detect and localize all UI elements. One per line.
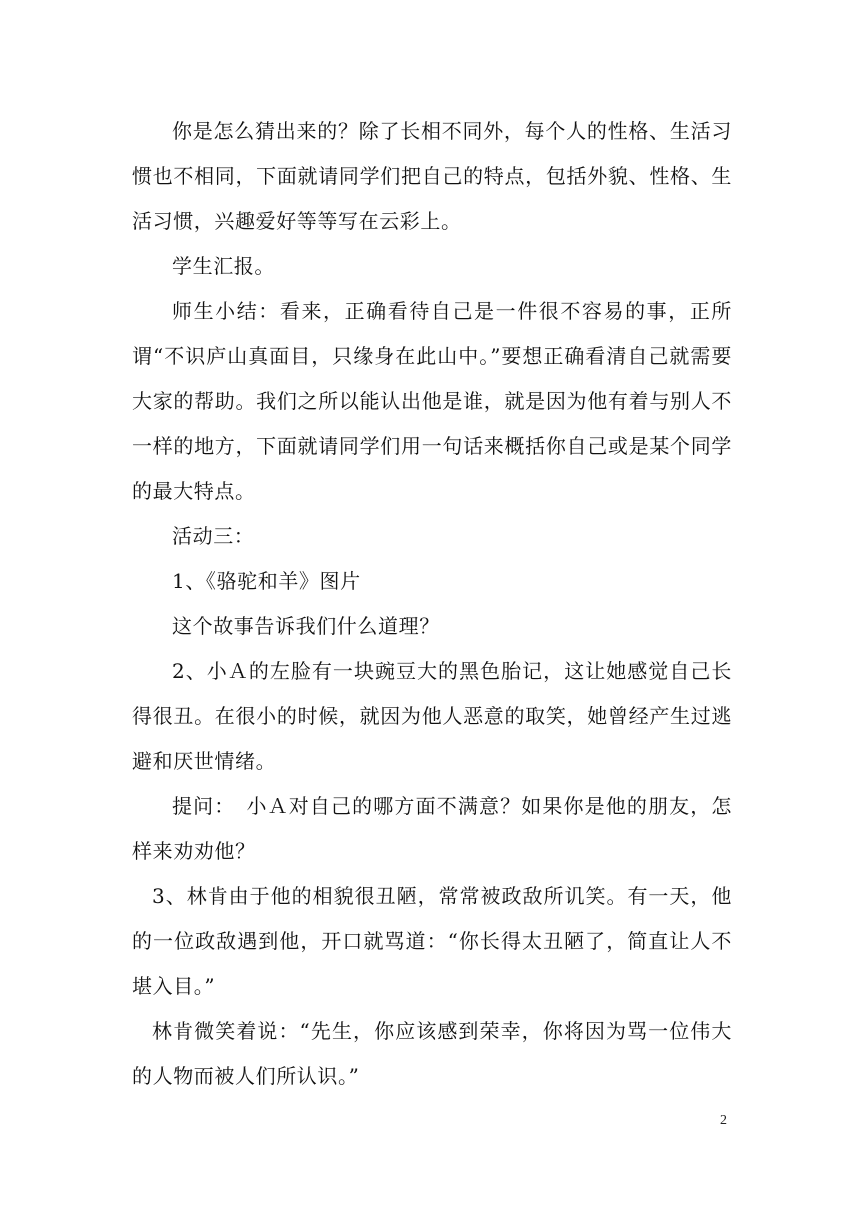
paragraph-lincoln-reply: 林肯微笑着说：“先生，你应该感到荣幸，你将因为骂一位伟大的人物而被人们所认识。” — [132, 1019, 732, 1088]
paragraph-lincoln-story: 3、林肯由于他的相貌很丑陋，常常被政敌所讥笑。有一天，他的一位政敌遇到他，开口就骂道：“你长得太丑陋了，简直让人不堪入目。” — [132, 884, 732, 998]
page-number: 2 — [720, 1113, 727, 1128]
document-body — [132, 109, 732, 1099]
paragraph-guess-traits: 你是怎么猜出来的？除了长相不同外，每个人的性格、生活习惯也不相同，下面就请同学们把自己的特点，包括外貌、性格、生活习惯，兴趣爱好等等写在云彩上。 — [132, 119, 732, 233]
paragraph-camel-sheep: 1、《骆驼和羊》图片 — [172, 569, 361, 593]
paragraph-question-a: 提问： 小Ａ对自己的哪方面不满意？如果你是他的朋友，怎样来劝劝他？ — [132, 794, 732, 863]
paragraph-birthmark-story: 2、小Ａ的左脸有一块豌豆大的黑色胎记，这让她感觉自己长得很丑。在很小的时候，就因为他人恶意的取笑，她曾经产生过逃避和厌世情绪。 — [132, 659, 732, 773]
paragraph-student-report: 学生汇报。 — [172, 254, 275, 278]
paragraph-summary: 师生小结：看来，正确看待自己是一件很不容易的事，正所谓“不识庐山真面目，只缘身在此山中。”要想正确看清自己就需要大家的帮助。我们之所以能认出他是谁，就是因为他有着与别人不一样的地方，下面就请同学们用一句话来概括你自己或是某个同学的最大特点。 — [132, 299, 732, 503]
paragraph-activity-three: 活动三： — [172, 524, 255, 548]
paragraph-story-question: 这个故事告诉我们什么道理？ — [172, 614, 440, 638]
